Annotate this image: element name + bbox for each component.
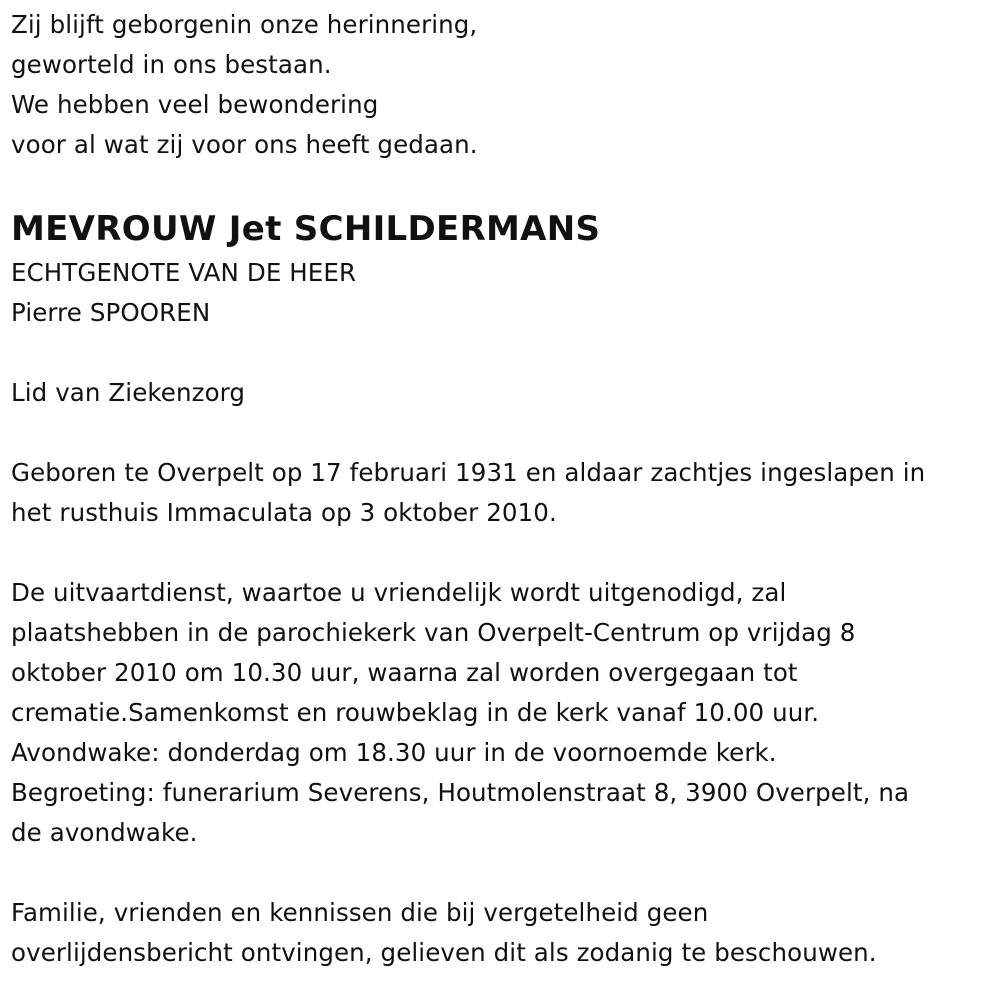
spacer xyxy=(11,413,991,453)
paragraph-line: crematie.Samenkomst en rouwbeklag in de kerk vanaf 10.00 uur. xyxy=(11,698,820,727)
spouse-name: Pierre SPOOREN xyxy=(11,298,211,327)
paragraph-line: De uitvaartdienst, waartoe u vriendelijk wordt uitgenodigd, zal xyxy=(11,578,787,607)
paragraph-line: Geboren te Overpelt op 17 februari 1931 en aldaar zachtjes ingeslapen in xyxy=(11,458,926,487)
paragraph-line: de avondwake. xyxy=(11,818,198,847)
closing-paragraph xyxy=(11,893,991,973)
paragraph-line: Familie, vrienden en kennissen die bij vergetelheid geen xyxy=(11,898,709,927)
spacer xyxy=(11,853,991,893)
relation-line: ECHTGENOTE VAN DE HEER xyxy=(11,258,357,287)
paragraph-line: Avondwake: donderdag om 18.30 uur in de voornoemde kerk. xyxy=(11,738,777,767)
deceased-name: MEVROUW Jet SCHILDERMANS xyxy=(11,209,601,249)
poem-line: voor al wat zij voor ons heeft gedaan. xyxy=(11,130,478,159)
paragraph-line: het rusthuis Immaculata op 3 oktober 2010. xyxy=(11,498,557,527)
membership: Lid van Ziekenzorg xyxy=(11,378,246,407)
paragraph-line: Begroeting: funerarium Severens, Houtmolenstraat 8, 3900 Overpelt, na xyxy=(11,778,910,807)
paragraph-line: overlijdensbericht ontvingen, gelieven dit als zodanig te beschouwen. xyxy=(11,938,877,967)
paragraph-line: oktober 2010 om 10.30 uur, waarna zal worden overgegaan tot xyxy=(11,658,798,687)
paragraph-line: plaatshebben in de parochiekerk van Overpelt-Centrum op vrijdag 8 xyxy=(11,618,856,647)
spacer xyxy=(11,333,991,373)
birth-death-paragraph xyxy=(11,453,991,533)
ceremony-paragraph xyxy=(11,573,991,853)
spacer xyxy=(11,165,991,205)
poem xyxy=(11,5,991,165)
poem-line: Zij blijft geborgenin onze herinnering, xyxy=(11,10,478,39)
deceased-block xyxy=(11,205,991,333)
spacer xyxy=(11,533,991,573)
poem-line: geworteld in ons bestaan. xyxy=(11,50,332,79)
poem-line: We hebben veel bewondering xyxy=(11,90,379,119)
obituary-notice xyxy=(11,5,991,973)
